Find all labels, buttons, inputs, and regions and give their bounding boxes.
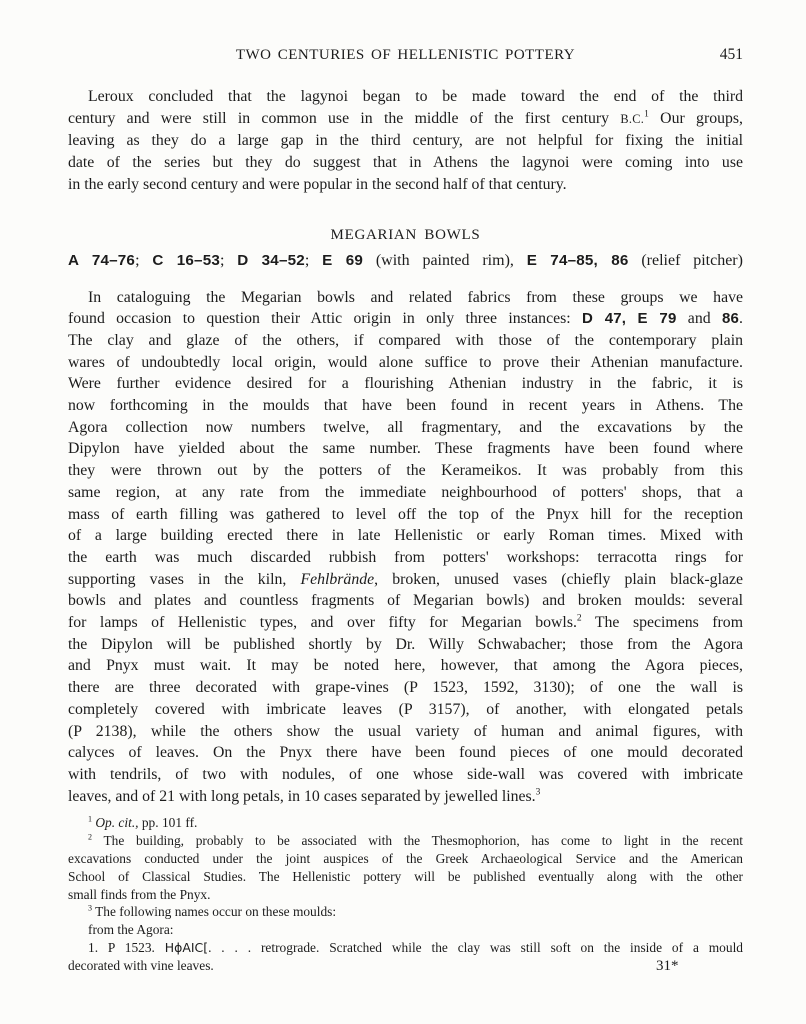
text-segment: now forthcoming in the moulds that have been found in recent years in Athens. The <box>68 397 743 415</box>
text-segment: Our groups, <box>648 109 744 127</box>
text-segment: ; <box>219 251 238 269</box>
text-line <box>68 308 743 330</box>
text-segment: The building, probably to be associated with the Thesmophorion, has come to light in the recent <box>92 833 743 849</box>
text-segment: same region, at any rate from the immediate neighbourhood of potters' shops, that a <box>68 483 743 501</box>
text-line <box>68 250 743 272</box>
text-line <box>68 677 743 699</box>
page-number: 451 <box>719 46 743 63</box>
text-segment: from the Agora: <box>88 922 174 938</box>
text-segment: with tendrils, of two with nodules, of one whose side-wall was covered with imbricate <box>68 765 743 783</box>
text-segment: decorated with vine leaves. <box>68 957 214 973</box>
intro-paragraph <box>68 86 743 196</box>
text-segment: the Dipylon will be published shortly by Dr. Willy Schwabacher; those from the Agora <box>68 635 743 653</box>
catalog-number: D 47, <box>581 310 627 328</box>
section-heading: MEGARIAN BOWLS <box>330 226 481 243</box>
text-segment: leaving as they do a large gap in the third century, are not helpful for fixing the initial <box>68 132 743 150</box>
footnote-marker: 3 <box>88 903 93 913</box>
text-line <box>68 152 743 174</box>
text-line <box>68 903 743 921</box>
text-segment: (relief pitcher) <box>628 251 743 269</box>
text-line <box>68 939 743 957</box>
text-line <box>68 330 743 352</box>
text-line <box>68 814 743 832</box>
text-line <box>68 525 743 547</box>
small-caps-text: B.C. <box>620 111 645 126</box>
footnote-marker: 3 <box>535 787 541 798</box>
text-segment: , broken, unused vases (chiefly plain black-glaze <box>374 570 743 588</box>
text-segment: they were thrown out by the potters of the Kerameikos. It was probably from this <box>68 462 743 480</box>
text-line <box>68 764 743 786</box>
text-segment: for lamps of Hellenistic types, and over fifty for Megarian bowls. <box>68 614 577 632</box>
text-line <box>68 569 743 591</box>
text-segment: ; <box>135 251 153 269</box>
text-line <box>68 174 743 196</box>
text-line <box>68 108 743 131</box>
text-segment: calyces of leaves. On the Pnyx there have been found pieces of one mould decorated <box>68 744 743 762</box>
text-segment: (with painted rim), <box>363 251 527 269</box>
text-line <box>68 742 743 764</box>
body-paragraph <box>68 287 743 808</box>
text-segment <box>626 310 637 327</box>
catalog-number: C 16–53 <box>152 251 220 269</box>
text-line <box>68 612 743 634</box>
text-segment: Dipylon have yielded about the same number. These fragments have been found where <box>68 440 743 458</box>
text-line <box>68 786 743 808</box>
text-segment: The clay and glaze of the others, if compared with those of the contemporary plain <box>68 331 743 349</box>
catalog-number: D 34–52 <box>237 251 305 269</box>
catalog-reference-line <box>68 250 743 272</box>
text-line <box>68 957 743 975</box>
text-line <box>68 832 743 850</box>
text-segment: In cataloguing the Megarian bowls and related fabrics from these groups we have <box>88 288 743 306</box>
text-segment: supporting vases in the kiln, <box>68 570 301 588</box>
footnote-marker: 1 <box>644 109 649 120</box>
text-segment: pp. 101 ff. <box>138 815 198 831</box>
text-line <box>68 395 743 417</box>
text-segment: The following names occur on these moulds: <box>92 904 337 920</box>
text-segment: Agora collection now numbers twelve, all fragmentary, and the excavations by the <box>68 418 743 436</box>
catalog-number: E 69 <box>322 251 364 269</box>
text-line <box>68 547 743 569</box>
text-segment: . <box>739 310 743 328</box>
inscription-text: HϕAIC[ <box>164 939 209 955</box>
text-line <box>68 655 743 677</box>
italic-text: Op. cit., <box>95 815 139 831</box>
text-segment: . . . . retrograde. Scratched while the clay was still soft on the inside of a mould <box>208 939 743 955</box>
text-line <box>68 130 743 152</box>
text-line <box>68 590 743 612</box>
text-segment: the earth was much discarded rubbish from potters' workshops: terracotta rings for <box>68 548 743 566</box>
text-segment: small finds from the Pnyx. <box>68 886 211 902</box>
footnotes-block <box>68 814 743 974</box>
text-segment: in the early second century and were popular in the second half of that century. <box>68 175 567 193</box>
text-segment: Were further evidence desired for a flourishing Athenian industry in the fabric, it is <box>68 375 743 393</box>
catalog-number: E 79 <box>637 310 677 328</box>
running-title: TWO CENTURIES OF HELLENISTIC POTTERY <box>235 47 576 63</box>
text-segment: leaves, and of 21 with long petals, in 10 cases separated by jewelled lines. <box>68 787 536 805</box>
catalog-number: A 74–76 <box>68 251 136 269</box>
text-segment: 1. P 1523. <box>88 939 165 955</box>
footnote-marker: 2 <box>88 832 93 842</box>
footnote-marker: 2 <box>576 613 582 624</box>
text-segment: School of Classical Studies. The Hellenistic pottery will be published eventually along with the other <box>68 868 743 884</box>
text-line <box>68 482 743 504</box>
text-segment: mass of earth filling was gathered to level off the top of the Pnyx hill for the reception <box>68 505 743 523</box>
text-segment: excavations conducted under the joint auspices of the Greek Archaeological Service and the American <box>68 850 743 866</box>
text-line <box>68 868 743 886</box>
italic-text: Fehlbrände <box>300 570 375 588</box>
text-segment: wares of undoubtedly local origin, would alone suffice to prove their Athenian manufacture. <box>68 353 743 371</box>
text-line <box>68 373 743 395</box>
text-segment: found occasion to question their Attic origin in only three instances: <box>68 310 582 328</box>
catalog-number: 86 <box>721 310 740 328</box>
text-segment: there are three decorated with grape-vines (P 1523, 1592, 3130); of one the wall is <box>68 679 743 697</box>
catalog-number: E 74–85, 86 <box>526 251 629 269</box>
text-line <box>68 86 743 108</box>
text-line <box>68 886 743 904</box>
text-line <box>68 287 743 309</box>
text-segment: bowls and plates and countless fragments of Megarian bowls) and broken moulds: several <box>68 592 743 610</box>
text-line <box>68 721 743 743</box>
text-line <box>68 921 743 939</box>
text-segment: completely covered with imbricate leaves (P 3157), of another, with elongated petals <box>68 700 743 718</box>
text-segment: of a large building erected there in late Hellenistic or early Roman times. Mixed with <box>68 527 743 545</box>
text-line <box>68 634 743 656</box>
footnote-marker: 1 <box>88 814 93 824</box>
text-segment: century and were still in common use in the middle of the first century <box>68 109 621 127</box>
text-segment: Leroux concluded that the lagynoi began to be made toward the end of the third <box>88 88 743 105</box>
text-segment: The specimens from <box>581 614 743 632</box>
text-line <box>68 699 743 721</box>
text-segment: date of the series but they do suggest that in Athens the lagynoi were coming into use <box>68 154 743 172</box>
text-line <box>68 438 743 460</box>
text-line <box>68 352 743 374</box>
text-line <box>68 417 743 439</box>
text-segment: ; <box>304 251 323 269</box>
printers-signature-mark: 31* <box>656 958 679 974</box>
text-line <box>68 460 743 482</box>
page-header <box>68 0 743 65</box>
text-line <box>68 504 743 526</box>
text-segment: (P 2138), while the others show the usual variety of human and animal figures, with <box>68 722 743 740</box>
text-segment: and Pnyx must wait. It may be noted here, however, that among the Agora pieces, <box>68 657 743 675</box>
text-segment: and <box>676 310 722 328</box>
text-line <box>68 850 743 868</box>
